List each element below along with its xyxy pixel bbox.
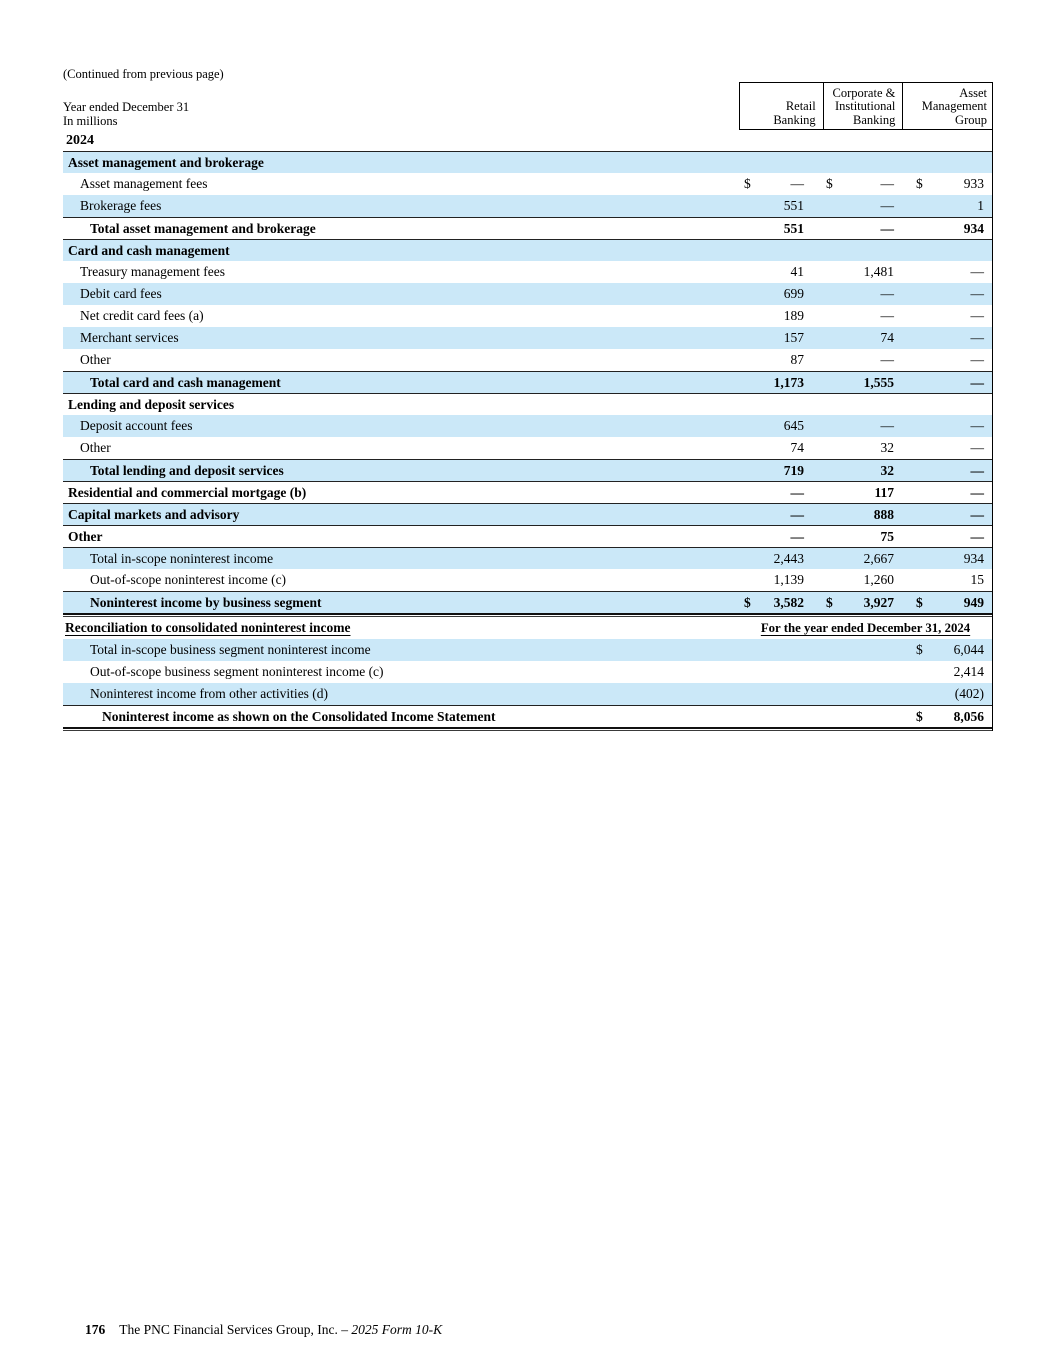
table-row (63, 415, 992, 437)
table-row (63, 525, 992, 547)
row-label: Brokerage fees (80, 198, 162, 213)
table-row (63, 591, 992, 613)
value-cell-corporate-institutional-banking (822, 198, 902, 214)
row-label: Treasury management fees (80, 264, 225, 279)
units-label: In millions (63, 113, 118, 128)
cell-value: 74 (790, 440, 804, 455)
value-cell-corporate-institutional-banking (822, 176, 902, 192)
column-header-line: Group (955, 112, 987, 127)
row-label: Asset management and brokerage (68, 154, 264, 170)
table-row (63, 371, 992, 393)
page-number: 176 (85, 1322, 106, 1337)
table-row (63, 639, 992, 661)
period-label: Year ended December 31 (63, 100, 190, 114)
table-row (63, 437, 992, 459)
value-cell-asset-management-group (902, 595, 992, 611)
cell-value: 551 (783, 198, 804, 213)
table-row (63, 459, 992, 481)
cell-value: 2,443 (773, 550, 804, 566)
row-label: Debit card fees (80, 286, 162, 301)
cell-value: 1 (977, 198, 984, 213)
row-label: Noninterest income by business segment (90, 594, 322, 610)
table-row (63, 569, 992, 591)
cell-value: 75 (880, 528, 894, 544)
column-header-line: Institutional (834, 99, 896, 113)
cell-value: (402) (954, 686, 984, 701)
table-row (63, 617, 992, 639)
cell-value: 74 (880, 330, 894, 345)
value-cell-retail-banking (739, 221, 822, 237)
row-label: Out-of-scope business segment noninterest income (c) (90, 664, 384, 679)
cell-value: — (970, 352, 984, 367)
table-row (63, 327, 992, 349)
value-cell-asset-management-group (902, 176, 992, 192)
column-header-line: Asset (959, 85, 987, 100)
value-cell-asset-management-group (902, 642, 992, 658)
year-row (63, 130, 992, 151)
table-row (63, 393, 992, 415)
cell-value: 933 (963, 176, 984, 191)
value-cell-retail-banking (739, 198, 822, 214)
table-row (63, 239, 992, 261)
row-label: Other (80, 440, 111, 455)
row-label: Total lending and deposit services (90, 462, 284, 478)
value-cell-corporate-institutional-banking (822, 286, 902, 302)
column-header-line: Banking (853, 112, 896, 127)
value-cell-asset-management-group (902, 551, 992, 567)
cell-value: 32 (880, 440, 894, 455)
column-header-corporate-institutional-banking (823, 83, 903, 129)
value-cell-asset-management-group (902, 264, 992, 280)
cell-value: 3,927 (863, 594, 894, 610)
period-note: For the year ended December 31, 2024 (760, 620, 971, 635)
cell-value: — (790, 506, 804, 522)
value-cell-asset-management-group (902, 375, 992, 391)
row-label: Capital markets and advisory (68, 506, 240, 522)
double-rule (63, 727, 992, 731)
value-cell-retail-banking (739, 286, 822, 302)
cell-value: — (880, 308, 894, 323)
value-cell-retail-banking (739, 330, 822, 346)
row-label: Merchant services (80, 330, 179, 345)
value-cell-retail-banking (739, 176, 822, 192)
cell-value: 1,139 (773, 572, 804, 587)
row-label: Noninterest income as shown on the Consolidated Income Statement (102, 708, 496, 724)
column-header-line: Corporate & (832, 85, 896, 100)
cell-value: 934 (963, 550, 984, 566)
cell-value: 15 (970, 572, 984, 587)
cell-value: 189 (783, 308, 804, 323)
row-label: Reconciliation to consolidated noninterest income (65, 620, 351, 635)
value-cell-corporate-institutional-banking (822, 264, 902, 280)
row-label: Other (80, 352, 111, 367)
cell-value: 1,481 (863, 264, 894, 279)
table-row (63, 261, 992, 283)
value-cell-asset-management-group (902, 485, 992, 501)
row-label: Net credit card fees (a) (80, 308, 204, 323)
cell-value: — (880, 198, 894, 213)
value-cell-retail-banking (739, 485, 822, 501)
value-cell-asset-management-group (902, 198, 992, 214)
value-cell-retail-banking (739, 440, 822, 456)
cell-value: — (970, 528, 984, 544)
value-cell-corporate-institutional-banking (822, 352, 902, 368)
table-header-left (63, 82, 739, 130)
table-header (63, 82, 992, 130)
value-cell-asset-management-group (902, 507, 992, 523)
cell-value: — (970, 330, 984, 345)
cell-value: 117 (874, 484, 894, 500)
value-cell-asset-management-group (902, 709, 992, 725)
cell-value: 699 (783, 286, 804, 301)
cell-value: 41 (790, 264, 804, 279)
value-cell-asset-management-group (902, 352, 992, 368)
currency-symbol: $ (826, 176, 833, 191)
value-cell-corporate-institutional-banking (822, 595, 902, 611)
row-label: Residential and commercial mortgage (b) (68, 484, 307, 500)
value-cell-corporate-institutional-banking (822, 418, 902, 434)
currency-symbol: $ (916, 708, 923, 724)
table-row (63, 503, 992, 525)
cell-value: 8,056 (953, 708, 984, 724)
cell-value: — (880, 352, 894, 367)
value-cell-asset-management-group (902, 221, 992, 237)
value-cell-asset-management-group (902, 572, 992, 588)
value-cell-corporate-institutional-banking (822, 330, 902, 346)
value-cell-asset-management-group (902, 286, 992, 302)
value-cell-retail-banking (739, 308, 822, 324)
value-cell-corporate-institutional-banking (822, 463, 902, 479)
footer-company: The PNC Financial Services Group, Inc. – (119, 1322, 352, 1337)
value-cell-corporate-institutional-banking (822, 375, 902, 391)
value-cell-corporate-institutional-banking (822, 551, 902, 567)
row-label: Total in-scope noninterest income (90, 550, 274, 566)
value-cell-asset-management-group (902, 440, 992, 456)
currency-symbol: $ (826, 594, 833, 610)
column-header-line: Management (921, 99, 987, 113)
cell-value: — (790, 176, 804, 191)
column-header-retail-banking (740, 83, 823, 129)
row-label: Total asset management and brokerage (90, 220, 316, 236)
value-cell-corporate-institutional-banking (822, 572, 902, 588)
table-row (63, 683, 992, 705)
cell-value: 32 (880, 462, 894, 478)
value-cell-corporate-institutional-banking (822, 529, 902, 545)
continued-note: (Continued from previous page) (63, 67, 224, 81)
table-row (63, 305, 992, 327)
value-cell-retail-banking (739, 572, 822, 588)
value-cell-asset-management-group (902, 463, 992, 479)
row-label: Total card and cash management (90, 374, 281, 390)
value-cell-retail-banking (739, 595, 822, 611)
cell-value: 645 (783, 418, 804, 433)
cell-value: — (790, 528, 804, 544)
value-cell-asset-management-group (902, 529, 992, 545)
cell-value: — (880, 418, 894, 433)
cell-value: 87 (790, 352, 804, 367)
value-cell-corporate-institutional-banking (822, 485, 902, 501)
cell-value: — (790, 484, 804, 500)
cell-value: — (970, 308, 984, 323)
value-cell-retail-banking (739, 529, 822, 545)
table-row (63, 217, 992, 239)
column-header-line: Banking (773, 112, 816, 127)
cell-value: 1,173 (773, 374, 804, 390)
cell-value: 888 (873, 506, 894, 522)
table-row (63, 705, 992, 727)
cell-value: 949 (963, 594, 984, 610)
cell-value: 157 (783, 330, 804, 345)
column-header-asset-management-group (902, 83, 992, 129)
column-header-box (739, 82, 992, 130)
cell-value: 2,414 (953, 664, 984, 679)
currency-symbol: $ (916, 176, 923, 191)
value-cell-retail-banking (739, 507, 822, 523)
value-cell-retail-banking (739, 418, 822, 434)
currency-symbol: $ (916, 594, 923, 610)
currency-symbol: $ (916, 642, 923, 657)
cell-value: 3,582 (773, 594, 804, 610)
page-footer (85, 1322, 442, 1338)
cell-value: — (970, 264, 984, 279)
currency-symbol: $ (744, 594, 751, 610)
footer-form-name: 2025 Form 10-K (351, 1322, 443, 1337)
row-label: Card and cash management (68, 242, 230, 258)
row-label: Noninterest income from other activities (d) (90, 686, 329, 701)
cell-value: 2,667 (863, 550, 894, 566)
table-row (63, 283, 992, 305)
cell-value: — (970, 462, 984, 478)
cell-value: — (970, 286, 984, 301)
cell-value: 551 (783, 220, 804, 236)
cell-value: 719 (783, 462, 804, 478)
value-cell-asset-management-group (902, 664, 992, 680)
value-cell-corporate-institutional-banking (822, 308, 902, 324)
table-row (63, 173, 992, 195)
table-row (63, 349, 992, 371)
value-cell-corporate-institutional-banking (822, 507, 902, 523)
value-cell-asset-management-group (902, 308, 992, 324)
row-label: Deposit account fees (80, 418, 193, 433)
row-label: Asset management fees (80, 176, 208, 191)
value-cell-retail-banking (739, 264, 822, 280)
cell-value: — (970, 418, 984, 433)
row-label: Lending and deposit services (68, 396, 235, 412)
cell-value: 1,260 (863, 572, 894, 587)
table-body (63, 151, 992, 731)
cell-value: — (970, 506, 984, 522)
table-row (63, 481, 992, 503)
year-label: 2024 (66, 132, 94, 148)
row-label: Out-of-scope noninterest income (c) (90, 572, 287, 587)
cell-value: 1,555 (863, 374, 894, 390)
table-row (63, 661, 992, 683)
value-cell-corporate-institutional-banking (822, 440, 902, 456)
cell-value: 934 (963, 220, 984, 236)
value-cell-corporate-institutional-banking (822, 221, 902, 237)
value-cell-retail-banking (739, 375, 822, 391)
column-header-line: Retail (785, 99, 816, 113)
value-cell-retail-banking (739, 352, 822, 368)
value-cell-retail-banking (739, 551, 822, 567)
cell-value: — (970, 374, 984, 390)
currency-symbol: $ (744, 176, 751, 191)
cell-value: 6,044 (953, 642, 984, 657)
value-cell-retail-banking (739, 463, 822, 479)
table-row (63, 151, 992, 173)
cell-value: — (970, 440, 984, 455)
cell-value: — (880, 286, 894, 301)
cell-value: — (880, 220, 894, 236)
row-label: Total in-scope business segment noninterest income (90, 642, 371, 657)
value-cell-asset-management-group (902, 330, 992, 346)
value-cell-asset-management-group (902, 686, 992, 702)
noninterest-income-table (63, 82, 993, 731)
table-row (63, 547, 992, 569)
cell-value: — (970, 484, 984, 500)
table-row (63, 195, 992, 217)
value-cell-asset-management-group (902, 418, 992, 434)
cell-value: — (880, 176, 894, 191)
row-label: Other (68, 528, 103, 544)
